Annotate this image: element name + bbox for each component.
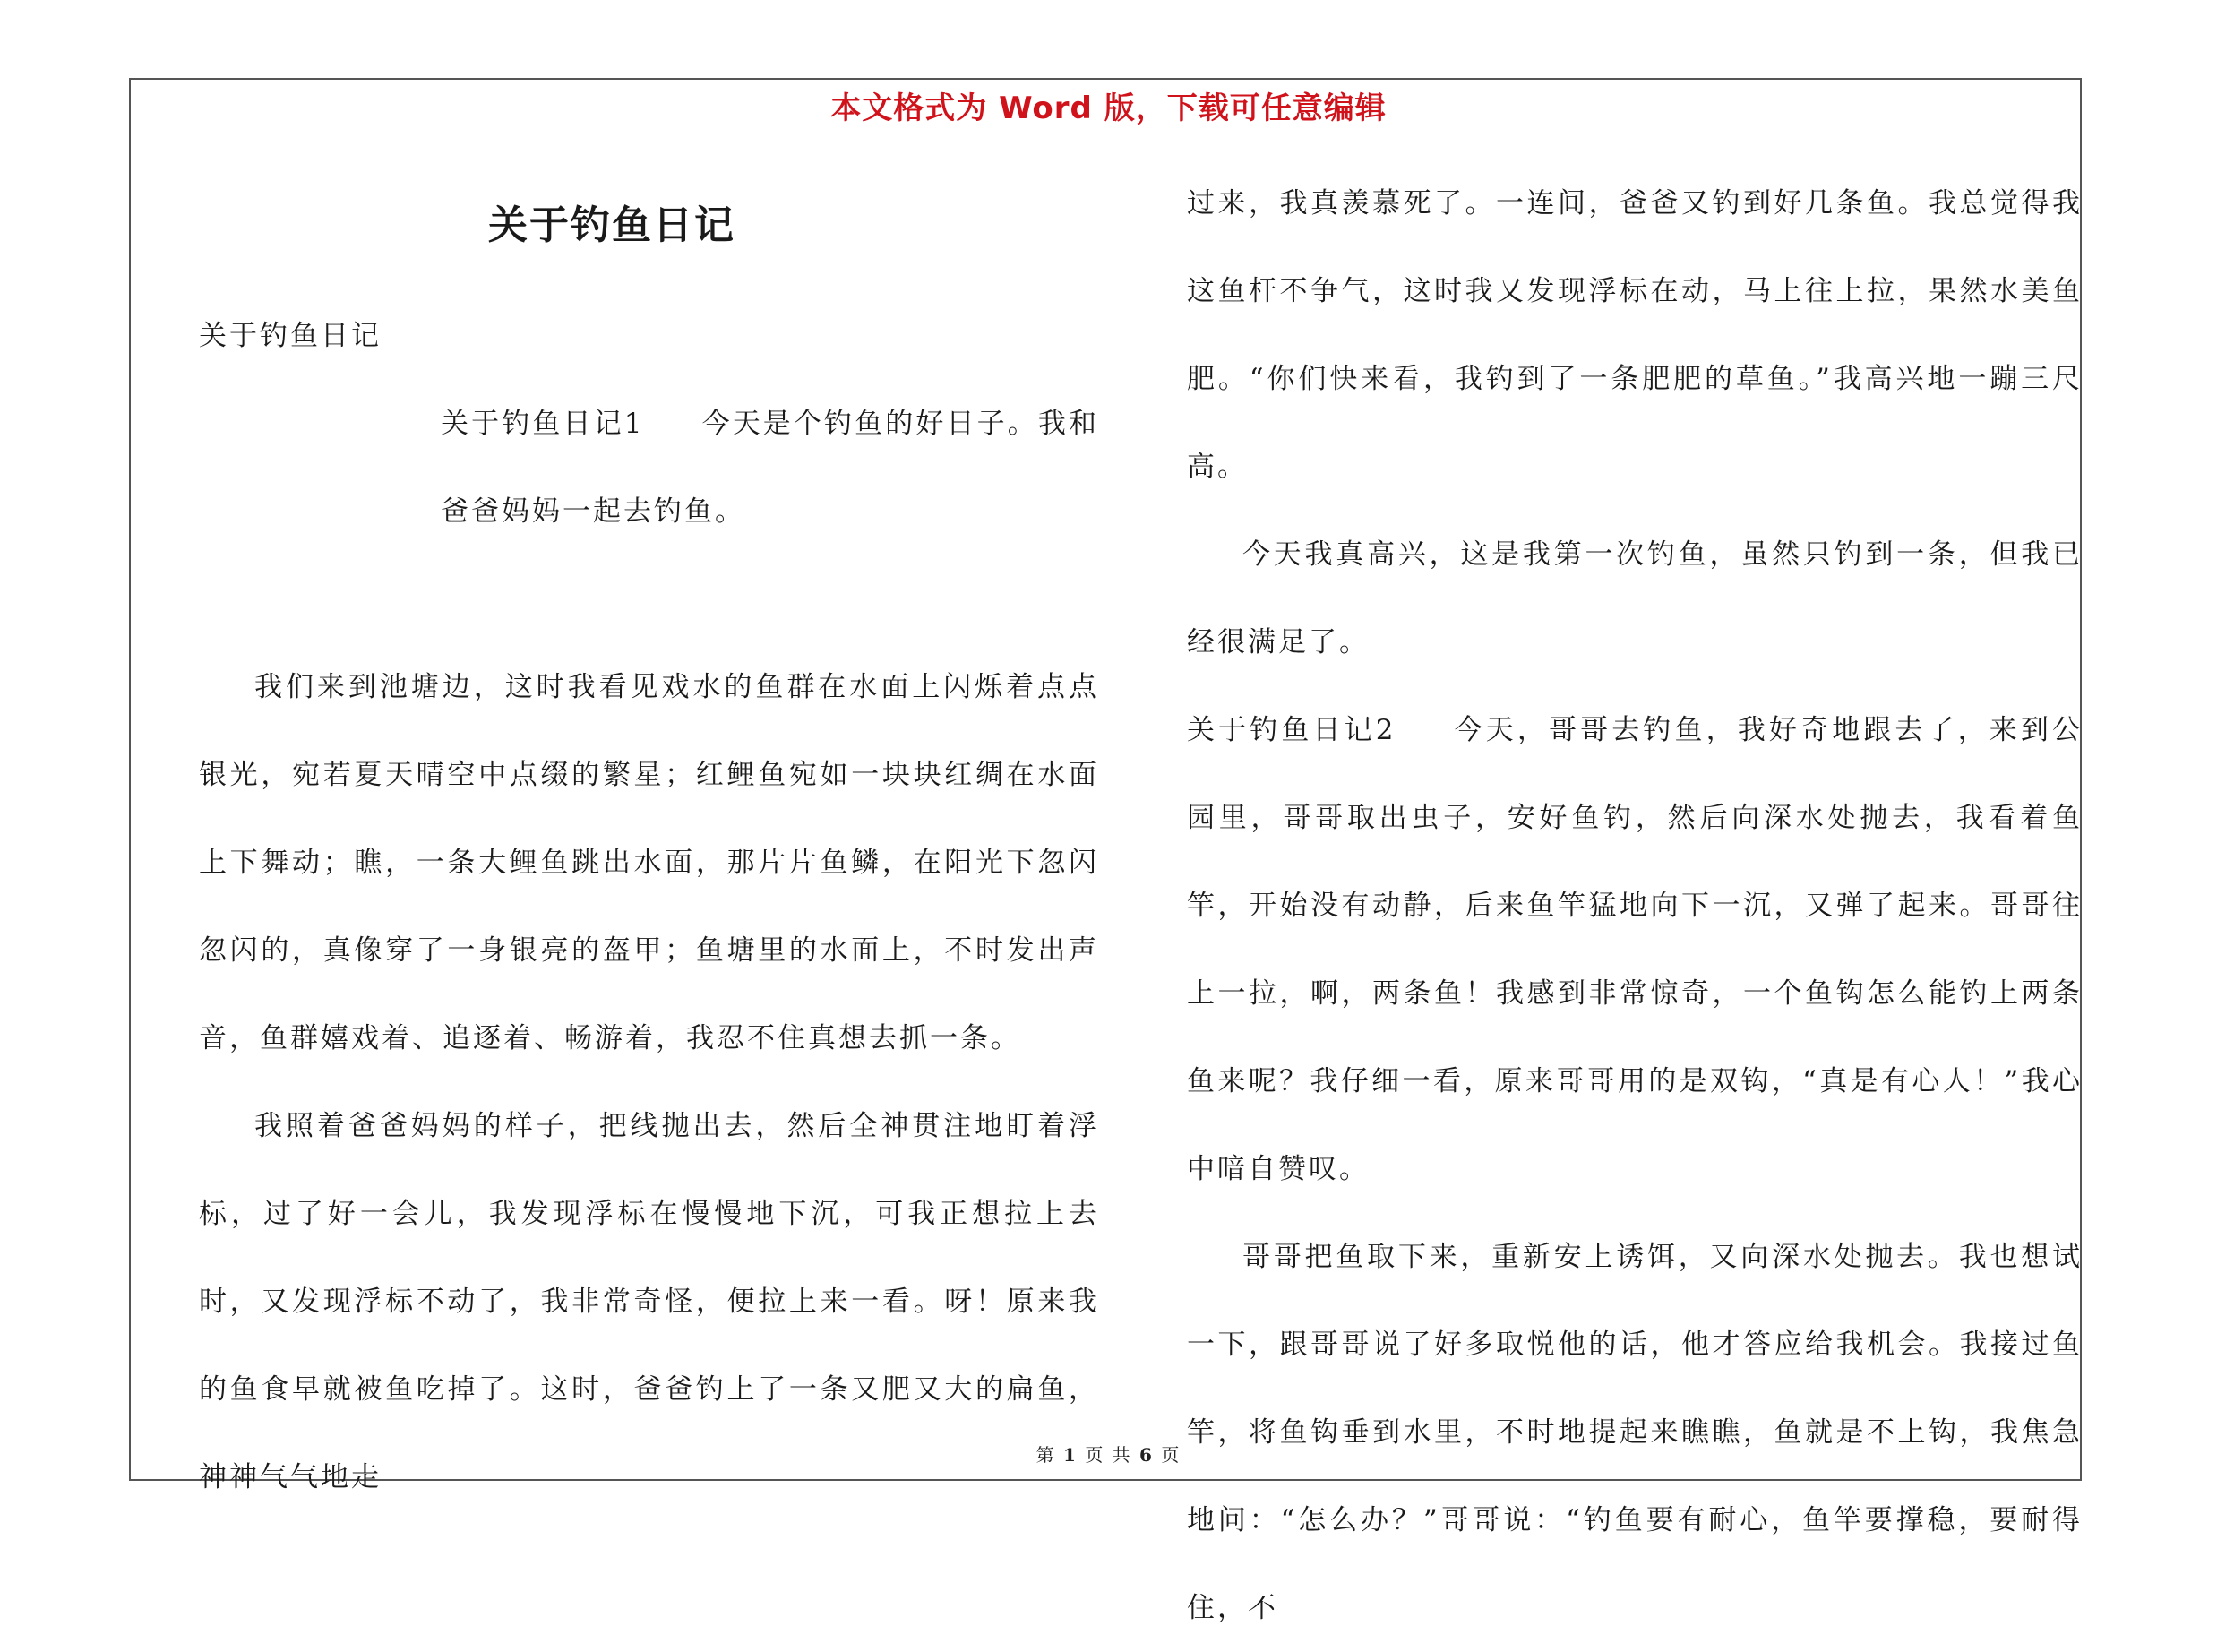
right-paragraph-4: 哥哥把鱼取下来，重新安上诱饵，又向深水处抛去。我也想试一下，跟哥哥说了好多取悦他的话，他才答应给我机会。我接过鱼竿，将鱼钩垂到水里，不时地提起来瞧瞧，鱼就是不上钩，我焦急地问：“怎么办？”哥哥说：“钓鱼要有耐心，鱼竿要撑稳，要耐得住，不	[1187, 1241, 2083, 1624]
left-paragraph-3: 我照着爸爸妈妈的样子，把线抛出去，然后全神贯注地盯着浮标，过了好一会儿，我发现浮标在慢慢地下沉，可我正想拉上去时，又发现浮标不动了，我非常奇怪，便拉上来一看。呀！原来我的鱼食早就被鱼吃掉了。这时，爸爸钓上了一条又肥又大的扁鱼，神神气气地走	[199, 1110, 1099, 1493]
footer-middle: 页 共	[1085, 1444, 1132, 1466]
left-column	[199, 380, 1099, 1521]
entry1-heading: 关于钓鱼日记1	[441, 408, 645, 440]
entry1-first-text: 今天是个钓鱼的好日子。我和爸爸妈妈一起去钓鱼。	[441, 408, 1100, 528]
paragraph-gap	[199, 555, 1099, 643]
right-column	[1187, 159, 2083, 1652]
entry2-paragraph	[1187, 686, 2083, 1213]
footer-prefix: 第	[1035, 1444, 1056, 1466]
entry1-paragraph	[199, 380, 1099, 555]
editable-banner: 本文格式为 Word 版，下载可任意编辑	[830, 90, 1387, 126]
footer-total-pages: 6	[1139, 1444, 1154, 1466]
right-paragraph-2: 今天我真高兴，这是我第一次钓鱼，虽然只钓到一条，但我已经很满足了。	[1187, 538, 2083, 658]
document-title: 关于钓鱼日记	[488, 202, 735, 248]
right-paragraph-1: 过来，我真羡慕死了。一连间，爸爸又钓到好几条鱼。我总觉得我这鱼杆不争气，这时我又发现浮标在动，马上往上拉，果然水美鱼肥。“你们快来看，我钓到了一条肥肥的草鱼。”我高兴地一蹦三尺高。	[1187, 187, 2083, 483]
left-paragraph-2: 我们来到池塘边，这时我看见戏水的鱼群在水面上闪烁着点点银光，宛若夏天晴空中点缀的繁星；红鲤鱼宛如一块块红绸在水面上下舞动；瞧，一条大鲤鱼跳出水面，那片片鱼鳞，在阳光下忽闪忽闪的，真像穿了一身银亮的盔甲；鱼塘里的水面上，不时发出声音，鱼群嬉戏着、追逐着、畅游着，我忍不住真想去抓一条。	[199, 671, 1099, 1054]
document-subtitle: 关于钓鱼日记	[199, 320, 382, 352]
footer-current-page: 1	[1063, 1444, 1078, 1466]
page-footer	[0, 1441, 2217, 1467]
footer-suffix: 页	[1161, 1444, 1182, 1466]
entry2-first-text: 今天，哥哥去钓鱼，我好奇地跟去了，来到公园里，哥哥取出虫子，安好鱼钓，然后向深水处抛去，我看着鱼竿，开始没有动静，后来鱼竿猛地向下一沉，又弹了起来。哥哥往上一拉，啊，两条鱼！我感到非常惊奇，一个鱼钩怎么能钓上两条鱼来呢？我仔细一看，原来哥哥用的是双钩，“真是有心人！”我心中暗自赞叹。	[1187, 714, 2083, 1185]
entry2-heading: 关于钓鱼日记2	[1187, 714, 1396, 746]
